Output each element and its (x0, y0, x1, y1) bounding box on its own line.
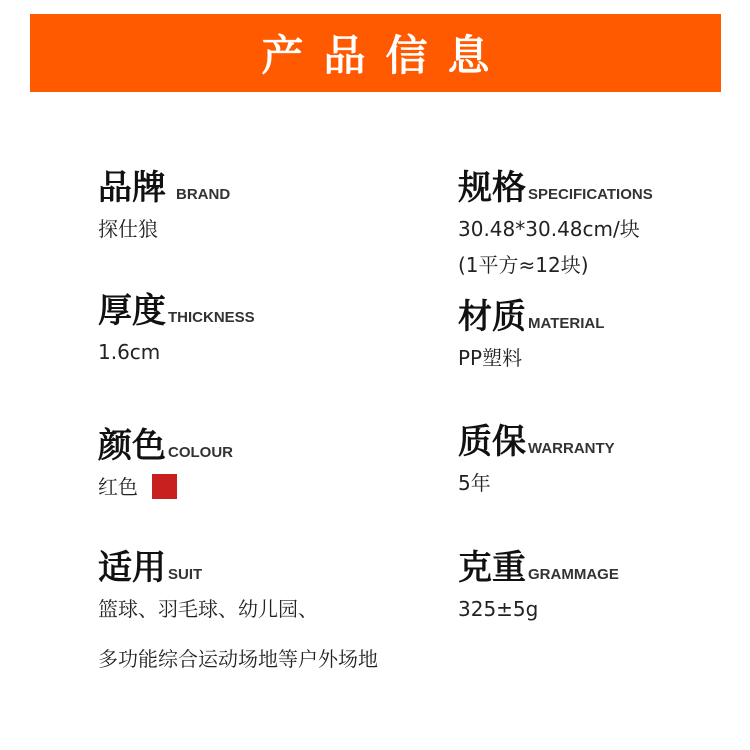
suit-value-line1: 篮球、羽毛球、幼儿园、 (98, 597, 318, 621)
grammage-label: 克重 (458, 548, 526, 588)
material-section (458, 289, 604, 376)
suit-value-line2: 多功能综合运动场地等户外场地 (98, 647, 378, 671)
material-label-en: MATERIAL (528, 315, 605, 332)
brand-value: 探仕狼 (98, 217, 158, 241)
colour-swatch (152, 474, 177, 499)
thickness-label-en: THICKNESS (168, 309, 255, 326)
suit-label: 适用 (98, 548, 166, 588)
thickness-value: 1.6cm (98, 340, 161, 364)
header-banner (30, 14, 721, 92)
brand-label-en: BRAND (176, 186, 231, 203)
brand-section (98, 160, 230, 247)
warranty-section (458, 414, 615, 501)
colour-value: 红色 (98, 475, 138, 499)
thickness-label: 厚度 (98, 291, 166, 331)
thickness-section (98, 283, 255, 370)
warranty-label-en: WARRANTY (528, 440, 615, 457)
suit-section (98, 540, 378, 677)
specs-value-size: 30.48*30.48cm/块 (458, 217, 640, 241)
suit-label-en: SUIT (168, 566, 203, 583)
colour-label-en: COLOUR (168, 444, 233, 461)
page-title: 产品信息 (261, 31, 510, 80)
warranty-label: 质保 (458, 422, 526, 462)
specs-value-note: (1平方≈12块) (458, 253, 589, 277)
specs-label-en: SPECIFICATIONS (528, 186, 653, 203)
grammage-label-en: GRAMMAGE (528, 566, 619, 583)
colour-section (98, 418, 233, 505)
warranty-value: 5年 (458, 471, 491, 495)
grammage-value: 325±5g (458, 597, 539, 621)
grammage-section (458, 540, 619, 627)
colour-label: 颜色 (98, 426, 166, 466)
specs-label: 规格 (458, 168, 526, 208)
material-value: PP塑料 (458, 346, 523, 370)
material-label: 材质 (458, 297, 526, 337)
specs-section (458, 160, 653, 283)
brand-label: 品牌 (98, 168, 166, 208)
